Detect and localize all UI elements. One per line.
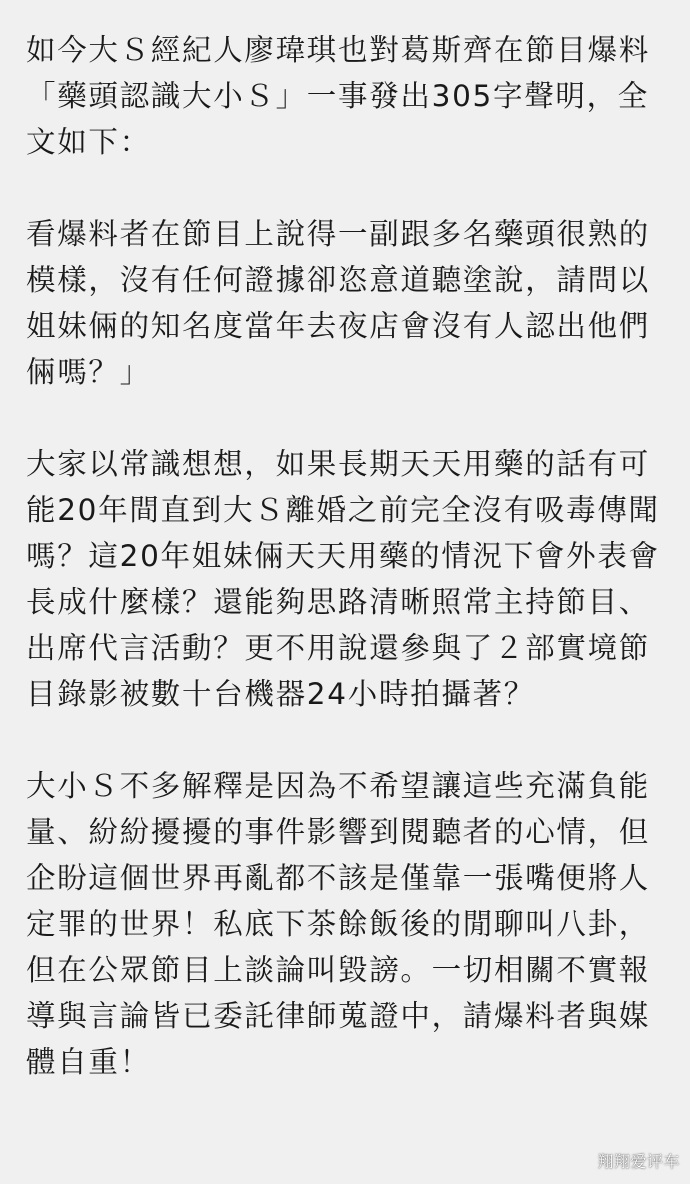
text-line: 如今大Ｓ經紀人廖瑋琪也對葛斯齊在節目爆料 [26, 33, 651, 67]
text-line: 長成什麼樣？還能夠思路清晰照常主持節目、 [26, 585, 651, 619]
paragraph-4 [26, 763, 666, 1085]
text-line: 定罪的世界！私底下茶餘飯後的閒聊叫八卦， [26, 907, 651, 941]
text-line: 嗎？這20年姐妹倆天天用藥的情況下會外表會 [26, 539, 660, 573]
text-line: 大小Ｓ不多解釋是因為不希望讓這些充滿負能 [26, 769, 651, 803]
text-line: 能20年間直到大Ｓ離婚之前完全沒有吸毒傳聞 [26, 493, 660, 527]
watermark: 翔翔爱评车 [597, 1152, 680, 1171]
text-line: 目錄影被數十台機器24小時拍攝著？ [26, 677, 535, 711]
text-line: 模樣，沒有任何證據卻恣意道聽塗說，請問以 [26, 263, 651, 297]
text-line: 出席代言活動？更不用說還參與了２部實境節 [26, 631, 651, 665]
text-line: 導與言論皆已委託律師蒐證中，請爆料者與媒 [26, 999, 651, 1033]
paragraph-3 [26, 441, 666, 717]
text-line: 「藥頭認識大小Ｓ」一事發出305字聲明，全 [26, 79, 650, 113]
paragraph-2 [26, 211, 666, 395]
text-line: 體自重！ [26, 1045, 151, 1079]
text-line: 姐妹倆的知名度當年去夜店會沒有人認出他們 [26, 309, 651, 343]
text-line: 看爆料者在節目上說得一副跟多名藥頭很熟的 [26, 217, 651, 251]
article-body [26, 27, 666, 1085]
paragraph-1 [26, 27, 666, 165]
text-line: 大家以常識想想，如果長期天天用藥的話有可 [26, 447, 651, 481]
text-line: 量、紛紛擾擾的事件影響到閱聽者的心情，但 [26, 815, 651, 849]
text-line: 但在公眾節目上談論叫毀謗。一切相關不實報 [26, 953, 651, 987]
text-line: 倆嗎？」 [26, 355, 151, 389]
text-line: 企盼這個世界再亂都不該是僅靠一張嘴便將人 [26, 861, 651, 895]
text-line: 文如下： [26, 125, 151, 159]
